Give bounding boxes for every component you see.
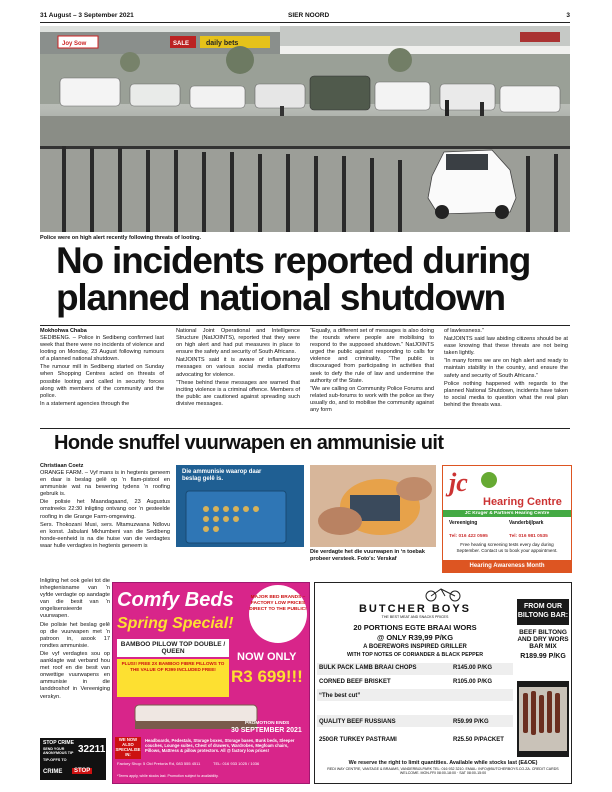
page-number: 3 [566, 12, 570, 19]
paragraph: “In many forms we are on high alert and ready to maintain stability in the country, and ensure the safety and security of South Africans.” [444, 358, 568, 379]
hearing-city-1: Vereeniging [449, 520, 478, 526]
biltong-line-3: BAR MIX [529, 643, 557, 650]
butcher-offer-1: 20 PORTIONS EGTE BRAAI WORS [353, 623, 477, 632]
article-column-4 [444, 328, 568, 410]
price-item-price: R59.99 P/KG [453, 719, 489, 725]
price-item-name: CORNED BEEF BRISKET [319, 679, 391, 685]
comfy-contact-2: TEL: 016 933 1025 / 1036 [213, 761, 260, 766]
biltong-line-2: AND DRY WORS [517, 636, 569, 643]
butcher-tagline: THE BEST MEAT AND SNACKS PRICES [381, 615, 449, 619]
photo-caption: Police were on high alert recently following threats of looting. [40, 235, 202, 241]
paragraph: Die vyf verdagtes sou op aanklagte wat verband hou met roof en die besit van onwettige vuurwapens en ammunisie in die landdroshof in Vereeniging verskyn. [40, 650, 110, 700]
paragraph: Police nothing happened with regards to the planned National Shutdown, incidents have taken to social media to question what the real plan behind the threats was. [444, 380, 568, 408]
price-item-name: BULK PACK LAMB BRAAI CHOPS [319, 665, 417, 671]
crime-line-3: TIP-OFFS TO [43, 758, 67, 762]
hearing-city-2: Vanderbijlpark [509, 520, 544, 526]
comfy-promo-label: PROMOTION ENDS [245, 721, 290, 726]
article-column-3 [310, 328, 434, 415]
comfy-special: Spring Special! [117, 615, 234, 632]
paragraph: In a statement agencies through the [40, 400, 130, 407]
crime-sms: 32211 [78, 744, 106, 755]
biltong-header-1: FROM OUR [523, 603, 563, 610]
photo-illustration [40, 26, 570, 232]
comfy-plus: PLUS!! FREE 2X BAMBOO FIBRE PILLOWS TO THE VALUE OF R399 INCLUDED FREE! [117, 659, 229, 697]
comfy-beds-ad [112, 582, 310, 784]
biltong-line-1: BEEF BILTONG [519, 629, 567, 636]
suspect-photo [310, 465, 436, 547]
headline-line-1: No incidents reported during [56, 240, 531, 281]
butcher-offer-3: WITH TOP NOTES OF CORIANDER & BLACK PEPPER [346, 652, 484, 658]
paragraph: “Equally, a different set of messages is also doing the rounds where people are mobilising to respond to the supposed shutdown.” NatJOINTS urged the public against responding to calls for violence and criminality. “The public is discouraged from participating in activities that seek to defy the rule of law and undermine the authority of the State. [310, 328, 434, 384]
article2-column-top [40, 470, 170, 551]
article-byline: Mokhohwa Chaba [40, 328, 87, 334]
article2-headline: Honde snuffel vuurwapen en ammunisie uit [54, 432, 444, 454]
paragraph: “These behind these messages are warned that inciting violence is a criminal offence. Members of the public are cautioned against spreading such divisive messages. [176, 379, 300, 407]
ammunition-photo [176, 465, 304, 547]
paragraph: Die polisie het beslag gelê op die vuurwapen met ‘n patroon in, asook 17 rondtes ammunisie. [40, 621, 110, 649]
hearing-centre-ad [442, 465, 572, 573]
price-item-price: R105.00 P/KG [453, 679, 493, 685]
paragraph: NatJOINTS said it is aware of inflammatory messages on various social media platforms advocating for violence. [176, 357, 300, 378]
article2-byline: Christiaan Coetz [40, 463, 84, 469]
hearing-logo: jc [449, 468, 468, 497]
bicycle-icon [423, 586, 463, 602]
suspect-photo-caption: Die verdagte het die vuurwapen in ‘n toebak probeer versteek. Foto's: Verskaf [310, 549, 425, 562]
butcher-address: REDI WAY CENTRE, VANTAGE & BRAAMS, VANDERBIJLPARK TEL: 016 932 3210. EMAIL: INFO@BUTCHERBOYS.CO.ZA. CREDIT CARDS WELCOME. MON-FRI 08:00-18:00 · SAT 08:00-15:00 [327, 767, 559, 776]
biltong-header-2: BILTONG BAR: [517, 612, 569, 619]
crime-line-2: SEND YOUR ANONYMOUS TIP [43, 747, 74, 756]
comfy-contact-1: Factory Shop: 5 Old Pretoria Rd, 083 555 4511 [117, 761, 201, 766]
ammunition-label: Die ammunisie waarop daar beslag gelê is. [182, 469, 262, 482]
paragraph: Sers. Thokozani Musi, sers. Mtamuzwana Ndlovu en konst. Jabulani Mkhumbeni van die Sedibeng honde-eenheid is na die huise van die verdagtes waar hulle verdagtes in hegtenis geneem is [40, 521, 170, 549]
article-column-2 [176, 328, 300, 409]
comfy-also: WE NOW ALSO SPECIALISE IN: [115, 737, 141, 757]
butcher-brand: BUTCHER BOYS [358, 603, 471, 615]
paragraph: The rumour mill in Sedibeng started on Sunday when Shopping Centres acted on threats of possible looting and called in security forces along with members of the community and the police. [40, 364, 164, 399]
page-header [40, 10, 570, 23]
hearing-subtitle: JC Kruger & Partners Hearing Centre [443, 510, 571, 517]
paragraph: Die polisie het Maandagaand, 23 Augustus omstreeks 22:30 inligting ontvang oor ‘n gesteelde roofing in die Grange Farm-omgewing. [40, 499, 170, 520]
butcher-price-list [317, 663, 513, 757]
paragraph: Inligting het ook gelei tot die inhegtenisname van ‘n vyfde verdagte op aandagte van die besit van ‘n ongelisensieerde vuurwapen. [40, 578, 110, 620]
hearing-phone-1: Tel: 016 422 0595 [449, 534, 488, 539]
hearing-banner: Hearing Awareness Month [443, 560, 571, 572]
comfy-promo-date: 30 SEPTEMBER 2021 [231, 727, 302, 734]
paragraph: of lawlessness.” [444, 328, 484, 334]
comfy-price: R3 699!!! [231, 667, 303, 686]
butcher-boys-ad [314, 582, 572, 784]
hands-pistol-illustration [310, 465, 436, 547]
comfy-burst [249, 585, 307, 643]
article-body [40, 325, 570, 326]
butcher-offer-2: A BOEREWORS INSPIRED GRILLER [363, 644, 467, 650]
headline-line-2: planned national shutdown [56, 277, 505, 318]
paper-name: SIER NOORD [288, 12, 330, 19]
comfy-also-items: Headboards, Pedestals, Storage boxes, Storage bases, Bunk beds, Sleeper couches, Lounge suites, Chest of drawers, Wardrobes, Megfoam chairs, Pillows, Mattress & pillow protectors. All @ factory low prices! [145, 738, 295, 754]
shop-sign-2: SALE [173, 41, 190, 47]
paragraph: National Joint Operational and Intelligence Structure (NatJOINTS), reported that they were on high alert and had put measures in place to ensure the safety and security of South Africans. [176, 328, 300, 356]
biltong-panel [517, 599, 569, 757]
price-item-price: R145.00 P/KG [453, 665, 493, 671]
article-column-1 [40, 335, 164, 409]
hearing-phone-2: Tel: 016 981 0535 [509, 534, 548, 539]
hearing-body: Free hearing screening tests every day during September. Contact us to book your appointment. [456, 542, 558, 553]
price-item-price: R25.50 P/PACKET [453, 737, 504, 743]
hearing-title: Hearing Centre [483, 496, 562, 508]
crime-line-1: STOP CRIME [43, 740, 74, 746]
price-item-name: 250GR TURKEY PASTRAMI [319, 737, 397, 743]
comfy-now-only: NOW ONLY [237, 651, 297, 663]
biltong-offer [517, 625, 569, 681]
price-item-name: “The best cut” [319, 693, 361, 699]
comfy-brand: Comfy Beds [117, 589, 234, 611]
biltong-price: R189.99 P/KG [520, 653, 566, 660]
paragraph: NatJOINTS said law abiding citizens should be at ease knowing that these threats are not being taken lightly. [444, 336, 568, 357]
shop-sign-3: daily bets [206, 40, 239, 47]
butcher-footer: We reserve the right to limit quantities. Available while stocks last (E&OE) [348, 760, 538, 766]
comfy-note: *Terms apply, while stocks last. Promotion subject to availability. [117, 774, 219, 778]
paragraph: “We are calling on Community Police Forums and related sub-forums to work with the police as they usually do, and to mobilise the community against any form [310, 385, 434, 414]
section-divider [40, 428, 570, 429]
police-photo [40, 26, 570, 232]
issue-date: 31 August – 3 September 2021 [40, 12, 134, 19]
price-item-name: QUALITY BEEF RUSSIANS [319, 719, 396, 725]
comfy-product: BAMBOO PILLOW TOP DOUBLE / QUEEN [117, 639, 229, 657]
paragraph: ORANGE FARM. – Vyf mans is in hegtenis geneem en daar is beslag gelê op ‘n flam-pistool en ammunisie wat na bewering tydens ‘n roofing gebruik is. [40, 470, 170, 498]
crime-word: CRIME [43, 769, 63, 775]
crime-stop-box [40, 738, 106, 780]
paragraph: SEDIBENG. – Police in Sedibeng confirmed last week that there were no incidents of violence and looting on Monday, 23 August following rumours of a planned national shutdown. [40, 335, 164, 363]
crime-stop-word: STOP [74, 768, 91, 774]
shop-sign-1: Joy Sow [62, 41, 87, 47]
butcher-offer-1-price: @ ONLY R39,99 P/KG [376, 633, 454, 642]
biltong-image [519, 687, 567, 751]
article-headline [56, 242, 556, 316]
leaf-icon [481, 472, 497, 488]
comfy-burst-text: MAJOR BED BRANDS – FACTORY LOW PRICES DIRECT TO THE PUBLIC! [249, 595, 307, 612]
article2-column-bottom [40, 578, 110, 702]
